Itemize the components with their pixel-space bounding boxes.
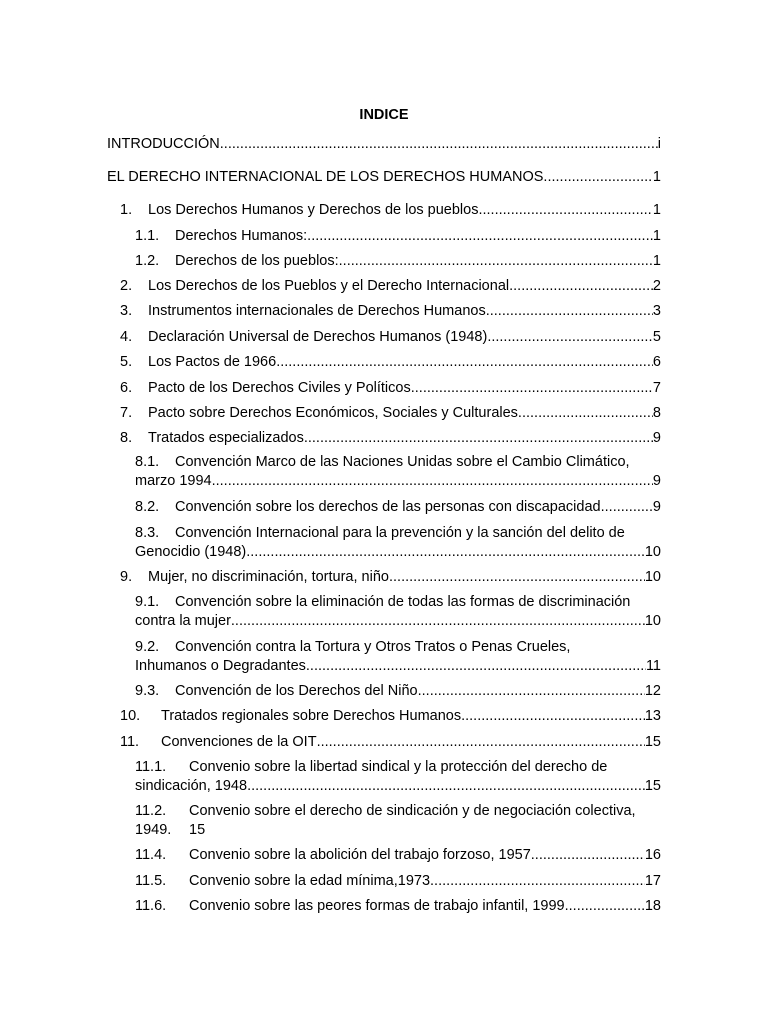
leader-dots	[246, 543, 645, 562]
toc-entry-text: Convenciones de la OIT	[161, 734, 317, 750]
leader-dots	[509, 277, 653, 296]
toc-entry[interactable]	[135, 227, 661, 246]
toc-entry-text: Derechos Humanos:	[175, 228, 308, 244]
toc-page-number: 11	[645, 658, 661, 674]
toc-entry-text: Convenio sobre el derecho de sindicación y de negociación colectiva,	[189, 803, 636, 819]
toc-entry-number: 10.	[120, 708, 141, 724]
toc-entry-text: Convención sobre la eliminación de todas las formas de discriminación	[175, 594, 631, 610]
toc-page-number: 9	[652, 473, 661, 489]
toc-entry-text: Convenio sobre la libertad sindical y la protección del derecho de	[189, 759, 608, 775]
toc-entry-text: Declaración Universal de Derechos Humanos (1948)	[148, 329, 488, 345]
toc-entry-number: 2.	[120, 278, 133, 294]
toc-entry[interactable]	[135, 802, 661, 840]
leader-dots	[307, 227, 653, 246]
leader-dots	[339, 252, 653, 271]
leader-dots	[220, 135, 658, 154]
toc-entry[interactable]	[135, 453, 661, 491]
toc-entry-text: Tratados especializados	[148, 430, 304, 446]
toc-entry-number: 11.	[120, 734, 140, 750]
leader-dots	[430, 872, 645, 891]
toc-page-number: 6	[652, 354, 661, 370]
leader-dots	[461, 707, 645, 726]
toc-entry-text: Convenio sobre las peores formas de trabajo infantil, 1999	[189, 898, 565, 914]
toc-page-number: i	[657, 136, 661, 152]
toc-entry-text: Convención contra la Tortura y Otros Tratos o Penas Crueles,	[175, 639, 571, 655]
toc-entry[interactable]	[135, 498, 661, 517]
toc-entry[interactable]	[120, 353, 661, 372]
toc-entry[interactable]	[135, 593, 661, 631]
toc-entry-number: 11.6.	[135, 898, 167, 914]
toc-entry-text-continued: Genocidio (1948)	[135, 544, 247, 560]
toc-page-number: 15	[644, 734, 661, 750]
toc-entry-text: Los Derechos de los Pueblos y el Derecho Internacional	[148, 278, 510, 294]
toc-page-number: 12	[644, 683, 661, 699]
toc-entry[interactable]	[135, 758, 661, 796]
toc-entry[interactable]	[120, 568, 661, 587]
toc-entry-text: Convenio sobre la edad mínima,1973	[189, 873, 431, 889]
toc-entry-text: Tratados regionales sobre Derechos Humanos	[161, 708, 462, 724]
leader-dots	[565, 897, 645, 916]
toc-page-number: 5	[652, 329, 661, 345]
toc-entry-number: 9.1.	[135, 594, 160, 610]
leader-dots	[306, 657, 646, 676]
toc-entry[interactable]	[120, 404, 661, 423]
toc-entry-text: Pacto sobre Derechos Económicos, Sociales y Culturales	[148, 405, 518, 421]
leader-dots	[212, 472, 653, 491]
toc-page-number: 1	[652, 253, 661, 269]
toc-entry[interactable]	[120, 302, 661, 321]
toc-entry-text-continued: contra la mujer	[135, 613, 231, 629]
toc-entry-text: Convención de los Derechos del Niño	[175, 683, 418, 699]
toc-page-number: 8	[652, 405, 661, 421]
toc-entry[interactable]	[120, 277, 661, 296]
toc-page-number: 1	[652, 169, 661, 185]
toc-entry-number: 1.	[120, 202, 133, 218]
toc-entry-text-continued: sindicación, 1948	[135, 778, 248, 794]
toc-page-number: 9	[652, 430, 661, 446]
toc-page-number: 17	[644, 873, 661, 889]
toc-entry-text-continued: 1949.	[135, 822, 172, 838]
toc-entry[interactable]	[135, 252, 661, 271]
toc-entry-number: 4.	[120, 329, 133, 345]
toc-entry-number: 8.3.	[135, 525, 160, 541]
toc-entry[interactable]	[135, 872, 661, 891]
toc-entry-text: Los Pactos de 1966	[148, 354, 277, 370]
leader-dots	[276, 353, 653, 372]
toc-page-number: 10	[644, 569, 661, 585]
leader-dots	[317, 733, 645, 752]
toc-entry-number: 11.4.	[135, 847, 167, 863]
leader-dots	[231, 612, 645, 631]
toc-entry-chapter[interactable]	[107, 168, 661, 187]
toc-entry-number: 3.	[120, 303, 133, 319]
toc-page-number: 13	[644, 708, 661, 724]
toc-page-number: 18	[644, 898, 661, 914]
toc-page-number: 2	[652, 278, 661, 294]
toc-entry-number: 6.	[120, 380, 133, 396]
leader-dots	[531, 846, 645, 865]
toc-page-number: 1	[652, 202, 661, 218]
leader-dots	[518, 404, 653, 423]
toc-page-number: 10	[644, 544, 661, 560]
toc-entry-number: 8.2.	[135, 499, 160, 515]
leader-dots	[389, 568, 645, 587]
toc-entry[interactable]	[135, 638, 661, 676]
toc-entry-text: Pacto de los Derechos Civiles y Políticos	[148, 380, 411, 396]
index-title: INDICE	[359, 107, 409, 123]
toc-entry[interactable]	[135, 897, 661, 916]
toc-page-number: 10	[644, 613, 661, 629]
toc-entry[interactable]	[135, 524, 661, 562]
toc-entry-number: 9.3.	[135, 683, 160, 699]
leader-dots	[304, 429, 653, 448]
toc-entry-text-continued: Inhumanos o Degradantes	[135, 658, 306, 674]
toc-entry[interactable]	[120, 733, 661, 752]
toc-entry-text-continued: marzo 1994	[135, 473, 212, 489]
toc-entry-number: 11.2.	[135, 803, 167, 819]
toc-entry-number: 1.1.	[135, 228, 160, 244]
toc-entry[interactable]	[120, 328, 661, 347]
toc-entry[interactable]	[120, 707, 661, 726]
toc-entry-number: 8.1.	[135, 454, 160, 470]
toc-entry[interactable]	[120, 379, 661, 398]
leader-dots	[411, 379, 653, 398]
toc-page-number: 15	[189, 822, 206, 838]
toc-entry-number: 8.	[120, 430, 133, 446]
toc-entry[interactable]	[135, 682, 661, 701]
toc-entry-text: Convenio sobre la abolición del trabajo forzoso, 1957	[189, 847, 531, 863]
toc-page-number: 7	[652, 380, 661, 396]
toc-entry[interactable]	[120, 429, 661, 448]
toc-entry-text: Convención Internacional para la prevención y la sanción del delito de	[175, 525, 625, 541]
toc-entry-number: 1.2.	[135, 253, 160, 269]
leader-dots	[478, 201, 652, 220]
toc-page-number: 9	[652, 499, 661, 515]
toc-page-number: 16	[644, 847, 661, 863]
toc-entry-text: Convención Marco de las Naciones Unidas sobre el Cambio Climático,	[175, 454, 630, 470]
toc-page-number: 15	[644, 778, 661, 794]
toc-entry-number: 9.2.	[135, 639, 160, 655]
toc-entry[interactable]	[120, 201, 661, 220]
toc-entry-text: Instrumentos internacionales de Derechos Humanos	[148, 303, 486, 319]
toc-entry-text: EL DERECHO INTERNACIONAL DE LOS DERECHOS HUMANOS	[107, 169, 544, 185]
toc-entry-text: Convención sobre los derechos de las personas con discapacidad	[175, 499, 601, 515]
toc-entry-number: 9.	[120, 569, 133, 585]
leader-dots	[487, 328, 653, 347]
toc-entry-number: 7.	[120, 405, 133, 421]
toc-page-number: 1	[652, 228, 661, 244]
toc-entry[interactable]	[135, 846, 661, 865]
toc-entry-number: 5.	[120, 354, 133, 370]
leader-dots	[543, 168, 653, 187]
toc-entry-number: 11.1.	[135, 759, 167, 775]
leader-dots	[486, 302, 653, 321]
toc-entry-introduccion[interactable]	[107, 135, 661, 154]
leader-dots	[247, 777, 645, 796]
toc-entry-text: Mujer, no discriminación, tortura, niño	[148, 569, 389, 585]
toc-entry-text: Los Derechos Humanos y Derechos de los pueblos	[148, 202, 479, 218]
toc-entry-text: INTRODUCCIÓN	[107, 136, 220, 152]
toc-entry-text: Derechos de los pueblos:	[175, 253, 339, 269]
toc-page-number: 3	[652, 303, 661, 319]
toc-entry-number: 11.5.	[135, 873, 167, 889]
leader-dots	[418, 682, 645, 701]
leader-dots	[601, 498, 653, 517]
